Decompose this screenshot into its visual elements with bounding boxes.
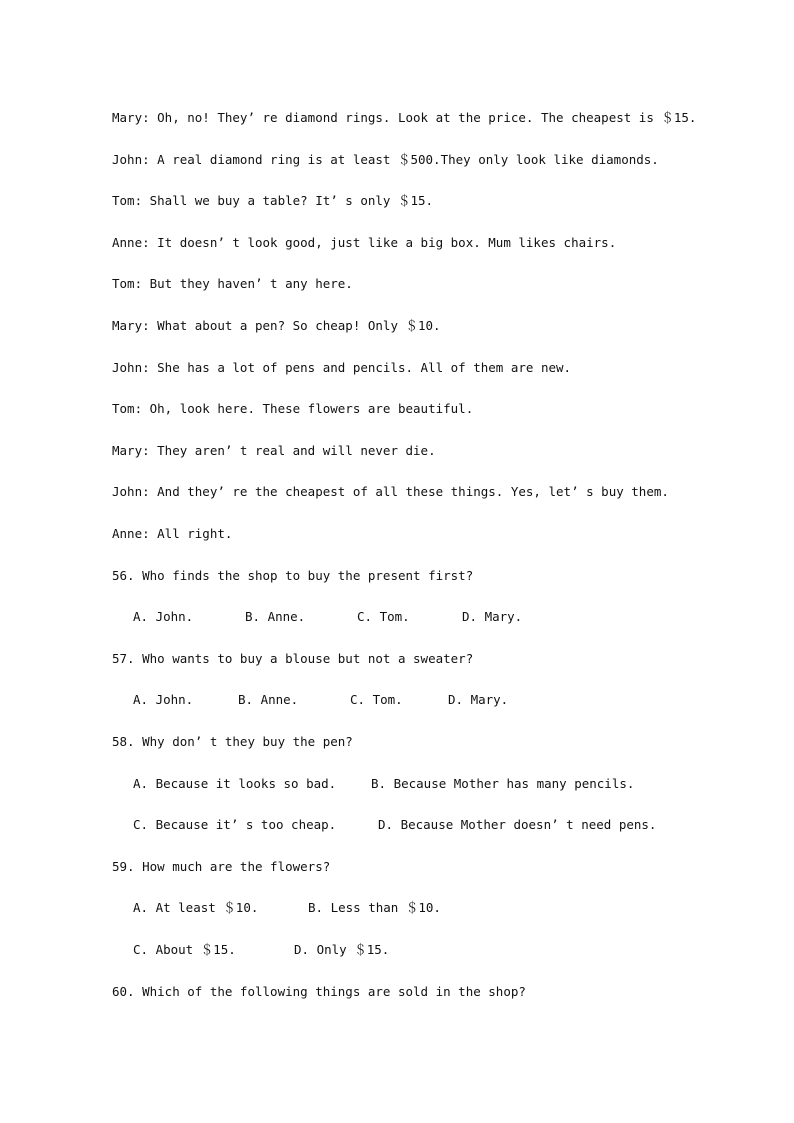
question-59-option-c: C. About ＄15. — [133, 942, 236, 957]
dialogue-line-john-1: John: A real diamond ring is at least ＄500.They only look like diamonds. — [112, 152, 659, 167]
question-59: 59. How much are the flowers? — [112, 859, 331, 874]
question-56-option-c: C. Tom. — [357, 609, 410, 624]
question-56-option-b: B. Anne. — [245, 609, 306, 624]
question-57-option-c: C. Tom. — [350, 692, 403, 707]
dialogue-line-tom-1: Tom: Shall we buy a table? It’ s only ＄15. — [112, 193, 434, 208]
dialogue-line-john-2: John: She has a lot of pens and pencils. All of them are new. — [112, 360, 572, 375]
question-56: 56. Who finds the shop to buy the present first? — [112, 568, 474, 583]
question-59-option-a: A. At least ＄10. — [133, 900, 259, 915]
question-57-option-b: B. Anne. — [238, 692, 299, 707]
question-56-option-a: A. John. — [133, 609, 194, 624]
dialogue-line-mary-3: Mary: They aren’ t real and will never die. — [112, 443, 436, 458]
question-58-option-d: D. Because Mother doesn’ t need pens. — [378, 817, 657, 832]
question-58-option-a: A. Because it looks so bad. — [133, 776, 337, 791]
dialogue-line-tom-3: Tom: Oh, look here. These flowers are beautiful. — [112, 401, 474, 416]
question-58: 58. Why don’ t they buy the pen? — [112, 734, 353, 749]
question-58-option-c: C. Because it’ s too cheap. — [133, 817, 337, 832]
question-58-option-b: B. Because Mother has many pencils. — [371, 776, 635, 791]
dialogue-line-anne-2: Anne: All right. — [112, 526, 233, 541]
dialogue-line-anne-1: Anne: It doesn’ t look good, just like a big box. Mum likes chairs. — [112, 235, 617, 250]
question-57: 57. Who wants to buy a blouse but not a sweater? — [112, 651, 474, 666]
question-57-option-a: A. John. — [133, 692, 194, 707]
question-59-option-d: D. Only ＄15. — [294, 942, 390, 957]
question-57-option-d: D. Mary. — [448, 692, 509, 707]
question-56-option-d: D. Mary. — [462, 609, 523, 624]
dialogue-line-tom-2: Tom: But they haven’ t any here. — [112, 276, 353, 291]
question-59-option-b: B. Less than ＄10. — [308, 900, 441, 915]
dialogue-line-john-3: John: And they’ re the cheapest of all these things. Yes, let’ s buy them. — [112, 484, 669, 499]
dialogue-line-mary-1: Mary: Oh, no! They’ re diamond rings. Look at the price. The cheapest is ＄15. — [112, 110, 697, 125]
question-60: 60. Which of the following things are sold in the shop? — [112, 984, 526, 999]
dialogue-line-mary-2: Mary: What about a pen? So cheap! Only ＄10. — [112, 318, 441, 333]
